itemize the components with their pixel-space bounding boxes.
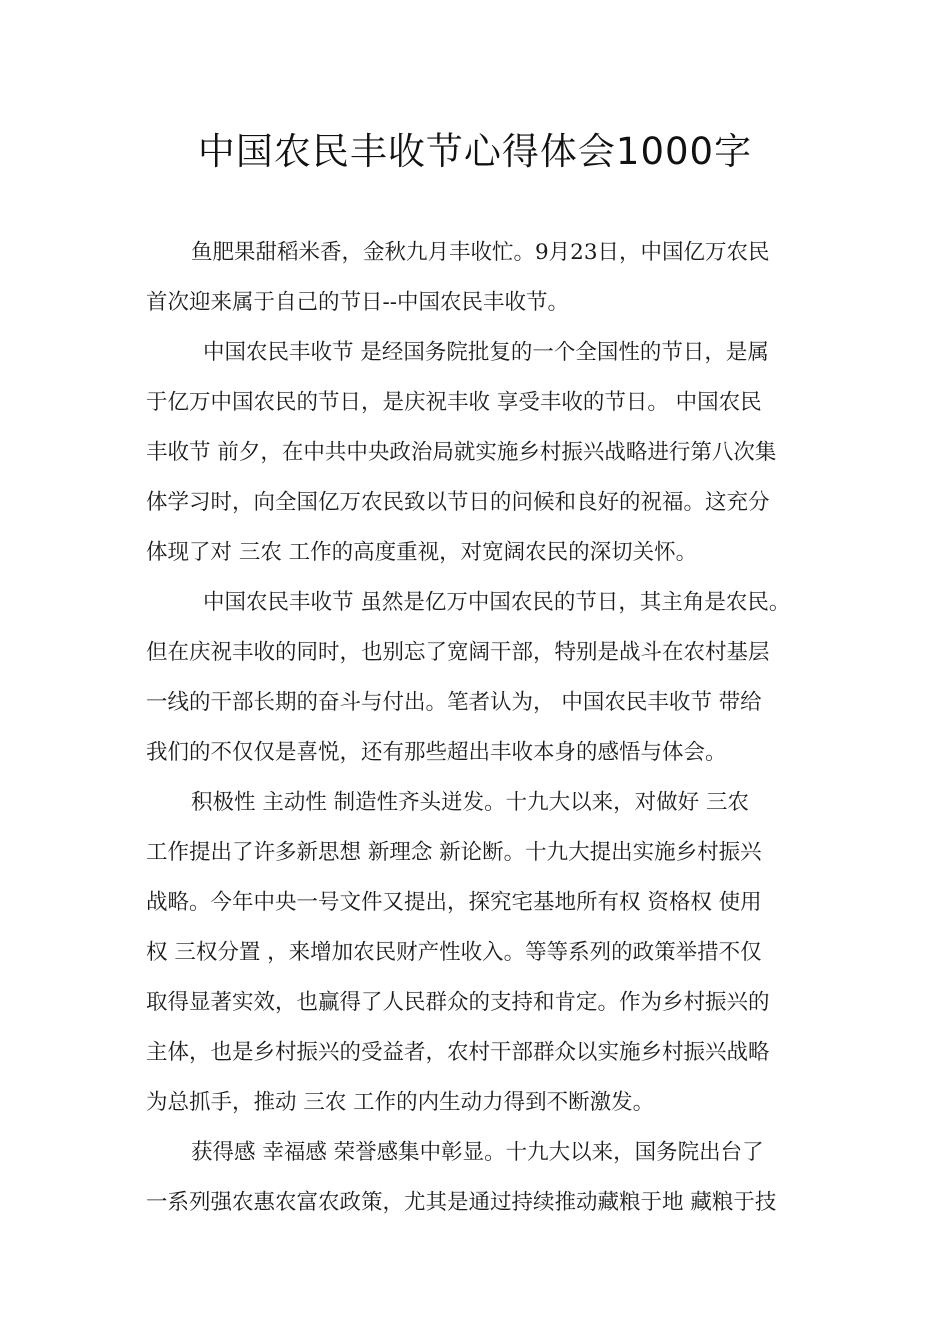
body-line: 体现了对 三农 工作的高度重视，对宽阔农民的深切关怀。 (146, 540, 698, 565)
body-line: 我们的不仅仅是喜悦，还有那些超出丰收本身的感悟与体会。 (146, 740, 727, 765)
body-line: 鱼肥果甜稻米香，金秋九月丰收忙。9月23日，中国亿万农民 (191, 240, 770, 265)
document-body (146, 228, 826, 1228)
body-line: 中国农民丰收节 是经国务院批复的一个全国性的节日，是属 (203, 340, 769, 365)
body-line: 体学习时，向全国亿万农民致以节日的问候和良好的祝福。这充分 (146, 490, 770, 515)
body-line: 战略。今年中央一号文件又提出，探究宅基地所有权 资格权 使用 (146, 890, 762, 915)
body-line: 中国农民丰收节 虽然是亿万中国农民的节日，其主角是农民。 (203, 590, 791, 615)
body-line: 一系列强农惠农富农政策，尤其是通过持续推动藏粮于地 藏粮于技 (146, 1190, 777, 1215)
body-line: 取得显著实效，也赢得了人民群众的支持和肯定。作为乡村振兴的 (146, 990, 770, 1015)
body-line: 主体，也是乡村振兴的受益者，农村干部群众以实施乡村振兴战略 (146, 1040, 770, 1065)
body-line: 获得感 幸福感 荣誉感集中彰显。十九大以来，国务院出台了 (191, 1140, 764, 1165)
body-line: 为总抓手，推动 三农 工作的内生动力得到不断激发。 (146, 1090, 655, 1115)
body-line: 工作提出了许多新思想 新理念 新论断。十九大提出实施乡村振兴 (146, 840, 762, 865)
document-title: 中国农民丰收节心得体会1000字 (197, 130, 753, 173)
body-line: 首次迎来属于自己的节日--中国农民丰收节。 (146, 290, 570, 315)
body-line: 一线的干部长期的奋斗与付出。笔者认为， 中国农民丰收节 带给 (146, 690, 762, 715)
body-line: 但在庆祝丰收的同时，也别忘了宽阔干部，特别是战斗在农村基层 (146, 640, 770, 665)
body-line: 积极性 主动性 制造性齐头迸发。十九大以来，对做好 三农 (191, 790, 750, 815)
body-line: 权 三权分置 ，来增加农民财产性收入。等等系列的政策举措不仅 (146, 940, 762, 965)
body-line: 丰收节 前夕，在中共中央政治局就实施乡村振兴战略进行第八次集 (146, 440, 777, 465)
body-line: 于亿万中国农民的节日，是庆祝丰收 享受丰收的节日。 中国农民 (146, 390, 762, 415)
